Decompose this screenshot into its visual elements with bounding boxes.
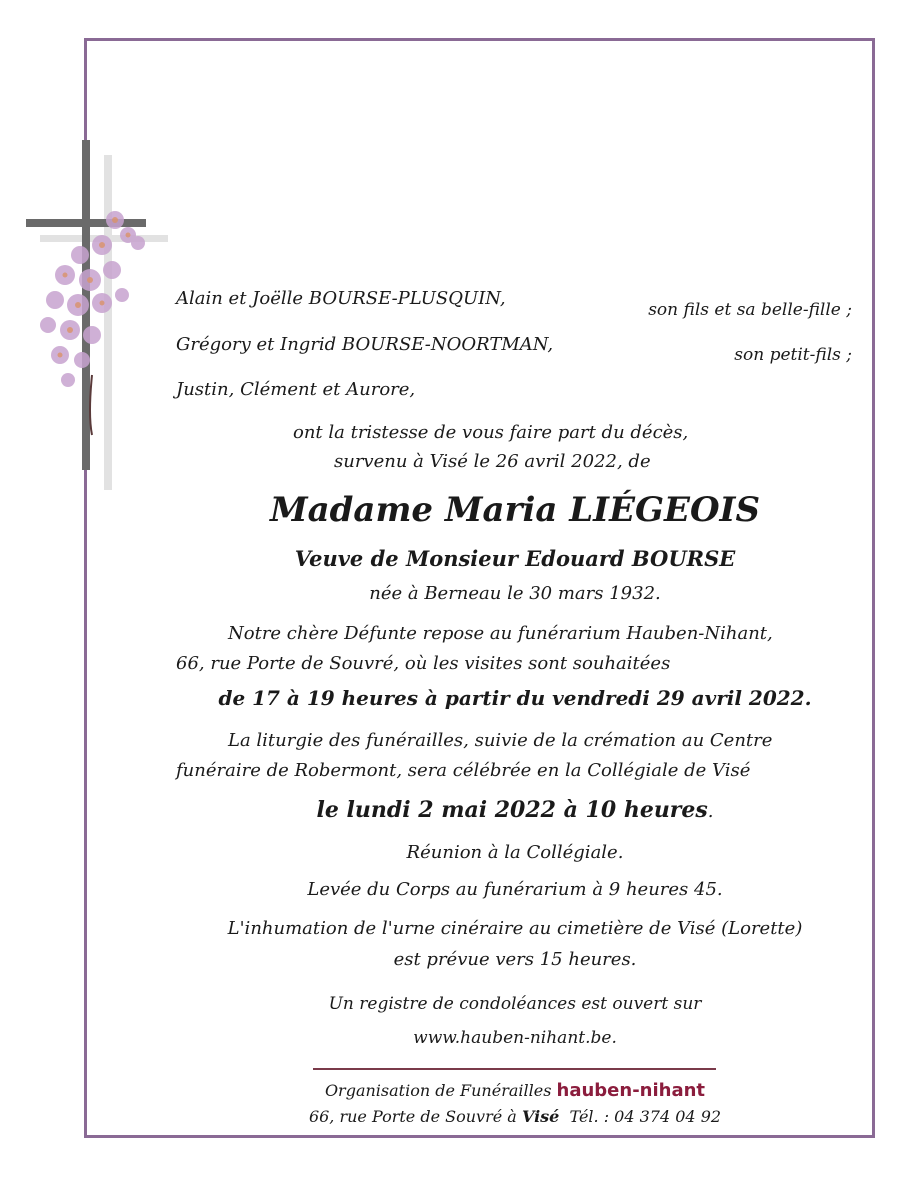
condolences-website[interactable]: www.hauben-nihant.be.	[413, 1028, 617, 1048]
liturgy-line-1: La liturgie des funérailles, suivie de la crémation au Centre	[228, 730, 773, 751]
visitation-line-2: 66, rue Porte de Souvré, où les visites sont souhaitées	[176, 653, 671, 674]
family-names-3: Justin, Clément et Aurore,	[176, 379, 416, 400]
deceased-name: Madame Maria LIÉGEOIS	[269, 490, 761, 530]
cross-with-flowers-icon	[20, 135, 180, 495]
liturgy-date: le lundi 2 mai 2022 à 10 heures	[316, 797, 708, 823]
meeting-info: Réunion à la Collégiale.	[406, 842, 624, 863]
departure-info: Levée du Corps au funérarium à 9 heures 45.	[307, 879, 723, 900]
brand-logo: hauben-nihant	[556, 1080, 706, 1101]
burial-line-1: L'inhumation de l'urne cinéraire au cimetière de Visé (Lorette)	[227, 918, 803, 939]
condolences-line: Un registre de condoléances est ouvert sur	[328, 994, 702, 1014]
visitation-hours: de 17 à 19 heures à partir du vendredi 29 avril 2022.	[218, 686, 812, 710]
liturgy-line-2: funéraire de Robermont, sera célébrée en la Collégiale de Visé	[176, 760, 751, 781]
family-relation-2: son petit-fils ;	[734, 345, 852, 365]
intro-line-1: ont la tristesse de vous faire part du décès,	[293, 422, 689, 443]
intro-line-2: survenu à Visé le 26 avril 2022, de	[334, 451, 651, 472]
burial-line-2: est prévue vers 15 heures.	[393, 949, 637, 970]
liturgy-date-suffix: .	[707, 801, 714, 822]
footer-city: Visé	[521, 1107, 560, 1126]
footer-divider	[313, 1068, 716, 1070]
widow-of: Veuve de Monsieur Edouard BOURSE	[294, 546, 736, 571]
birth-info: née à Berneau le 30 mars 1932.	[369, 583, 661, 604]
family-names-1: Alain et Joëlle BOURSE-PLUSQUIN,	[176, 288, 506, 309]
footer-phone: Tél. : 04 374 04 92	[569, 1107, 722, 1126]
family-names-2: Grégory et Ingrid BOURSE-NOORTMAN,	[176, 334, 554, 355]
footer-org	[165, 1080, 865, 1101]
footer-address	[165, 1107, 865, 1126]
footer-address-prefix: 66, rue Porte de Souvré à	[308, 1107, 517, 1126]
family-relation-1: son fils et sa belle-fille ;	[648, 300, 852, 320]
footer-org-label: Organisation de Funérailles	[324, 1081, 552, 1100]
liturgy-date-row	[165, 797, 865, 823]
visitation-line-1: Notre chère Défunte repose au funérarium Hauben-Nihant,	[228, 623, 773, 644]
